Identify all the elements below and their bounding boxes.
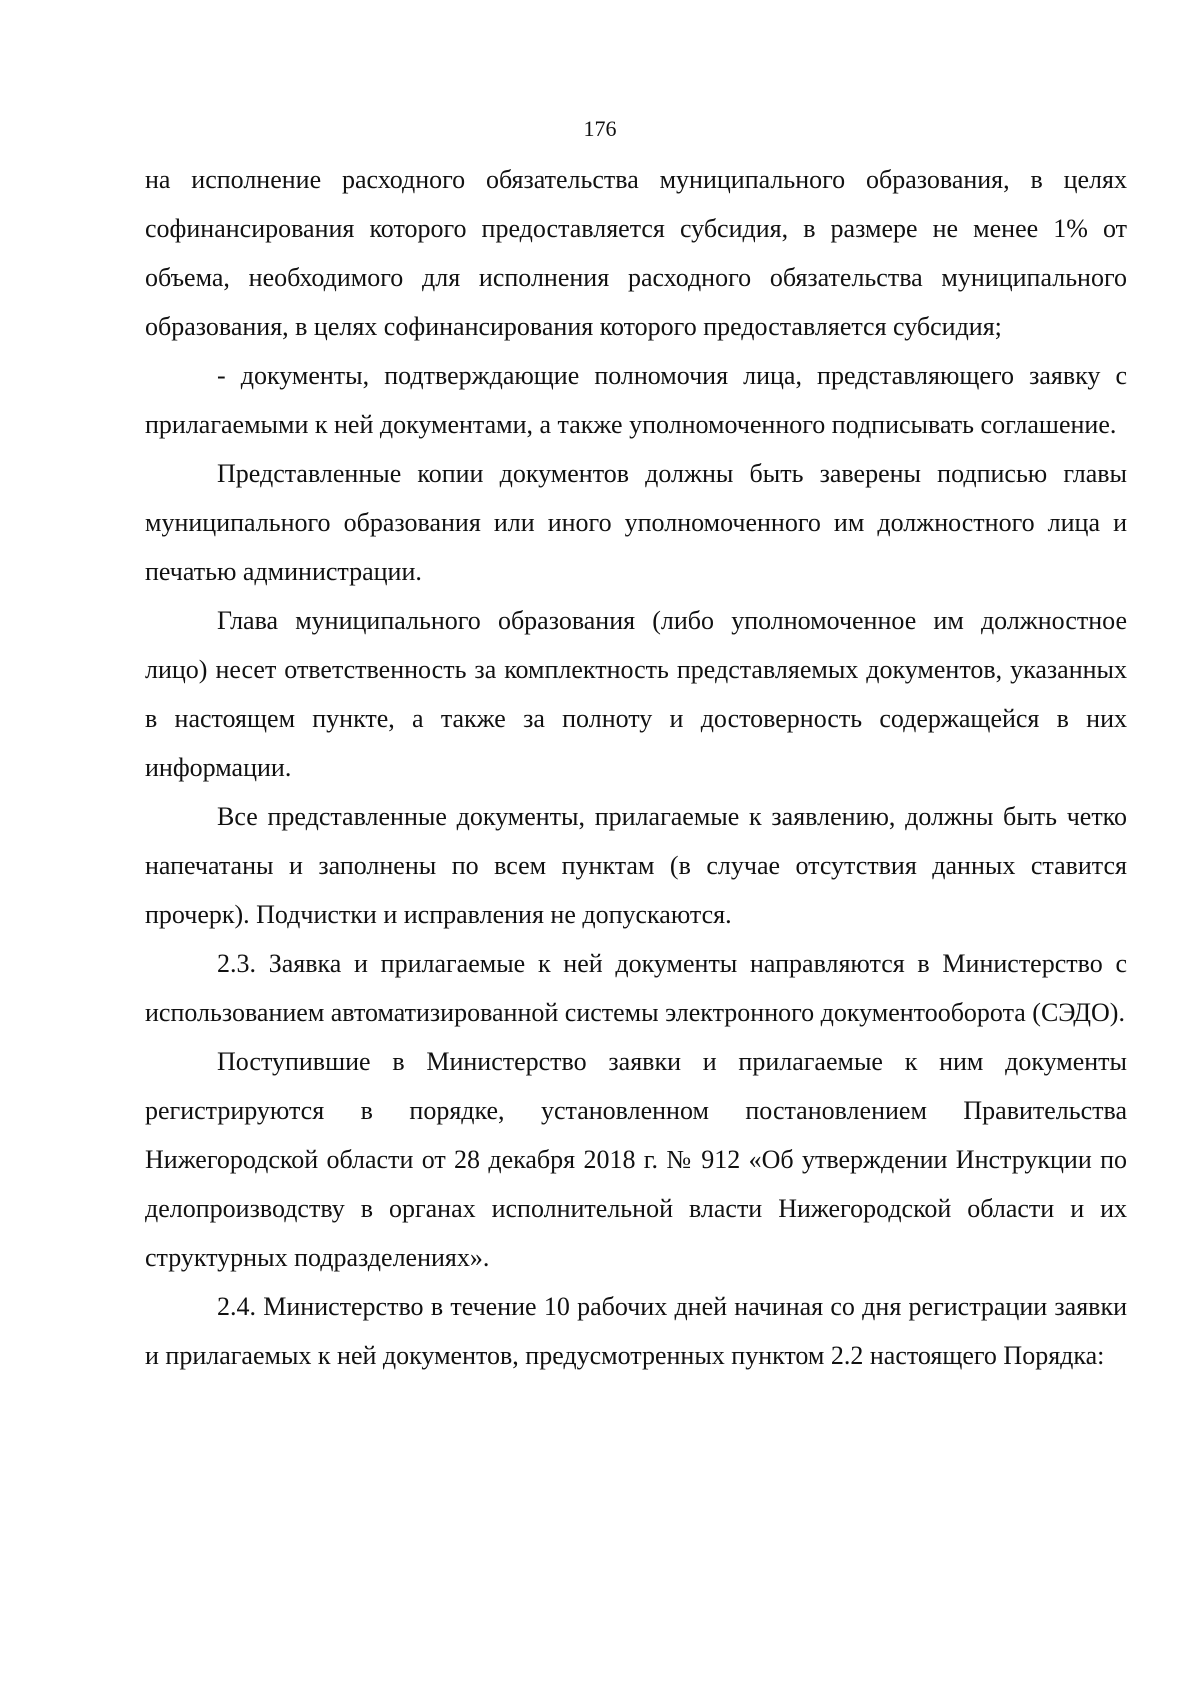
paragraph-head-responsibility: Глава муниципального образования (либо уполномоченное им должностное лицо) несет ответственность за комплектность представляемых документов, указанных в настоящем пункте, а также за полноту и достоверность содержащейся в них информации. [145,606,1127,782]
paragraph-documents-requirements: Все представленные документы, прилагаемые к заявлению, должны быть четко напечатаны и заполнены по всем пунктам (в случае отсутствия данных ставится прочерк). Подчистки и исправления не допускаются. [145,802,1127,929]
paragraph-copies-certification: Представленные копии документов должны быть заверены подписью главы муниципального образования или иного уполномоченного им должностного лица и печатью администрации. [145,459,1127,586]
document-body [145,155,1127,1380]
paragraph-2-3-submission: 2.3. Заявка и прилагаемые к ней документы направляются в Министерство с использованием автоматизированной системы электронного документооборота (СЭДО). [145,949,1127,1027]
paragraph-continuation: на исполнение расходного обязательства муниципального образования, в целях софинансирования которого предоставляется субсидия, в размере не менее 1% от объема, необходимого для исполнения расходного обязательства муниципального образования, в целях софинансирования которого предоставляется субсидия; [145,165,1127,341]
page-number: 176 [583,116,617,141]
paragraph-2-4-review: 2.4. Министерство в течение 10 рабочих дней начиная со дня регистрации заявки и прилагаемых к ней документов, предусмотренных пунктом 2.2 настоящего Порядка: [145,1292,1127,1370]
paragraph-registration: Поступившие в Министерство заявки и прилагаемые к ним документы регистрируются в порядке, установленном постановлением Правительства Нижегородской области от 28 декабря 2018 г. № 912 «Об утверждении Инструкции по делопроизводству в органах исполнительной власти Нижегородской области и их структурных подразделениях». [145,1047,1127,1272]
paragraph-authority-documents: - документы, подтверждающие полномочия лица, представляющего заявку с прилагаемыми к ней документами, а также уполномоченного подписывать соглашение. [145,361,1127,439]
